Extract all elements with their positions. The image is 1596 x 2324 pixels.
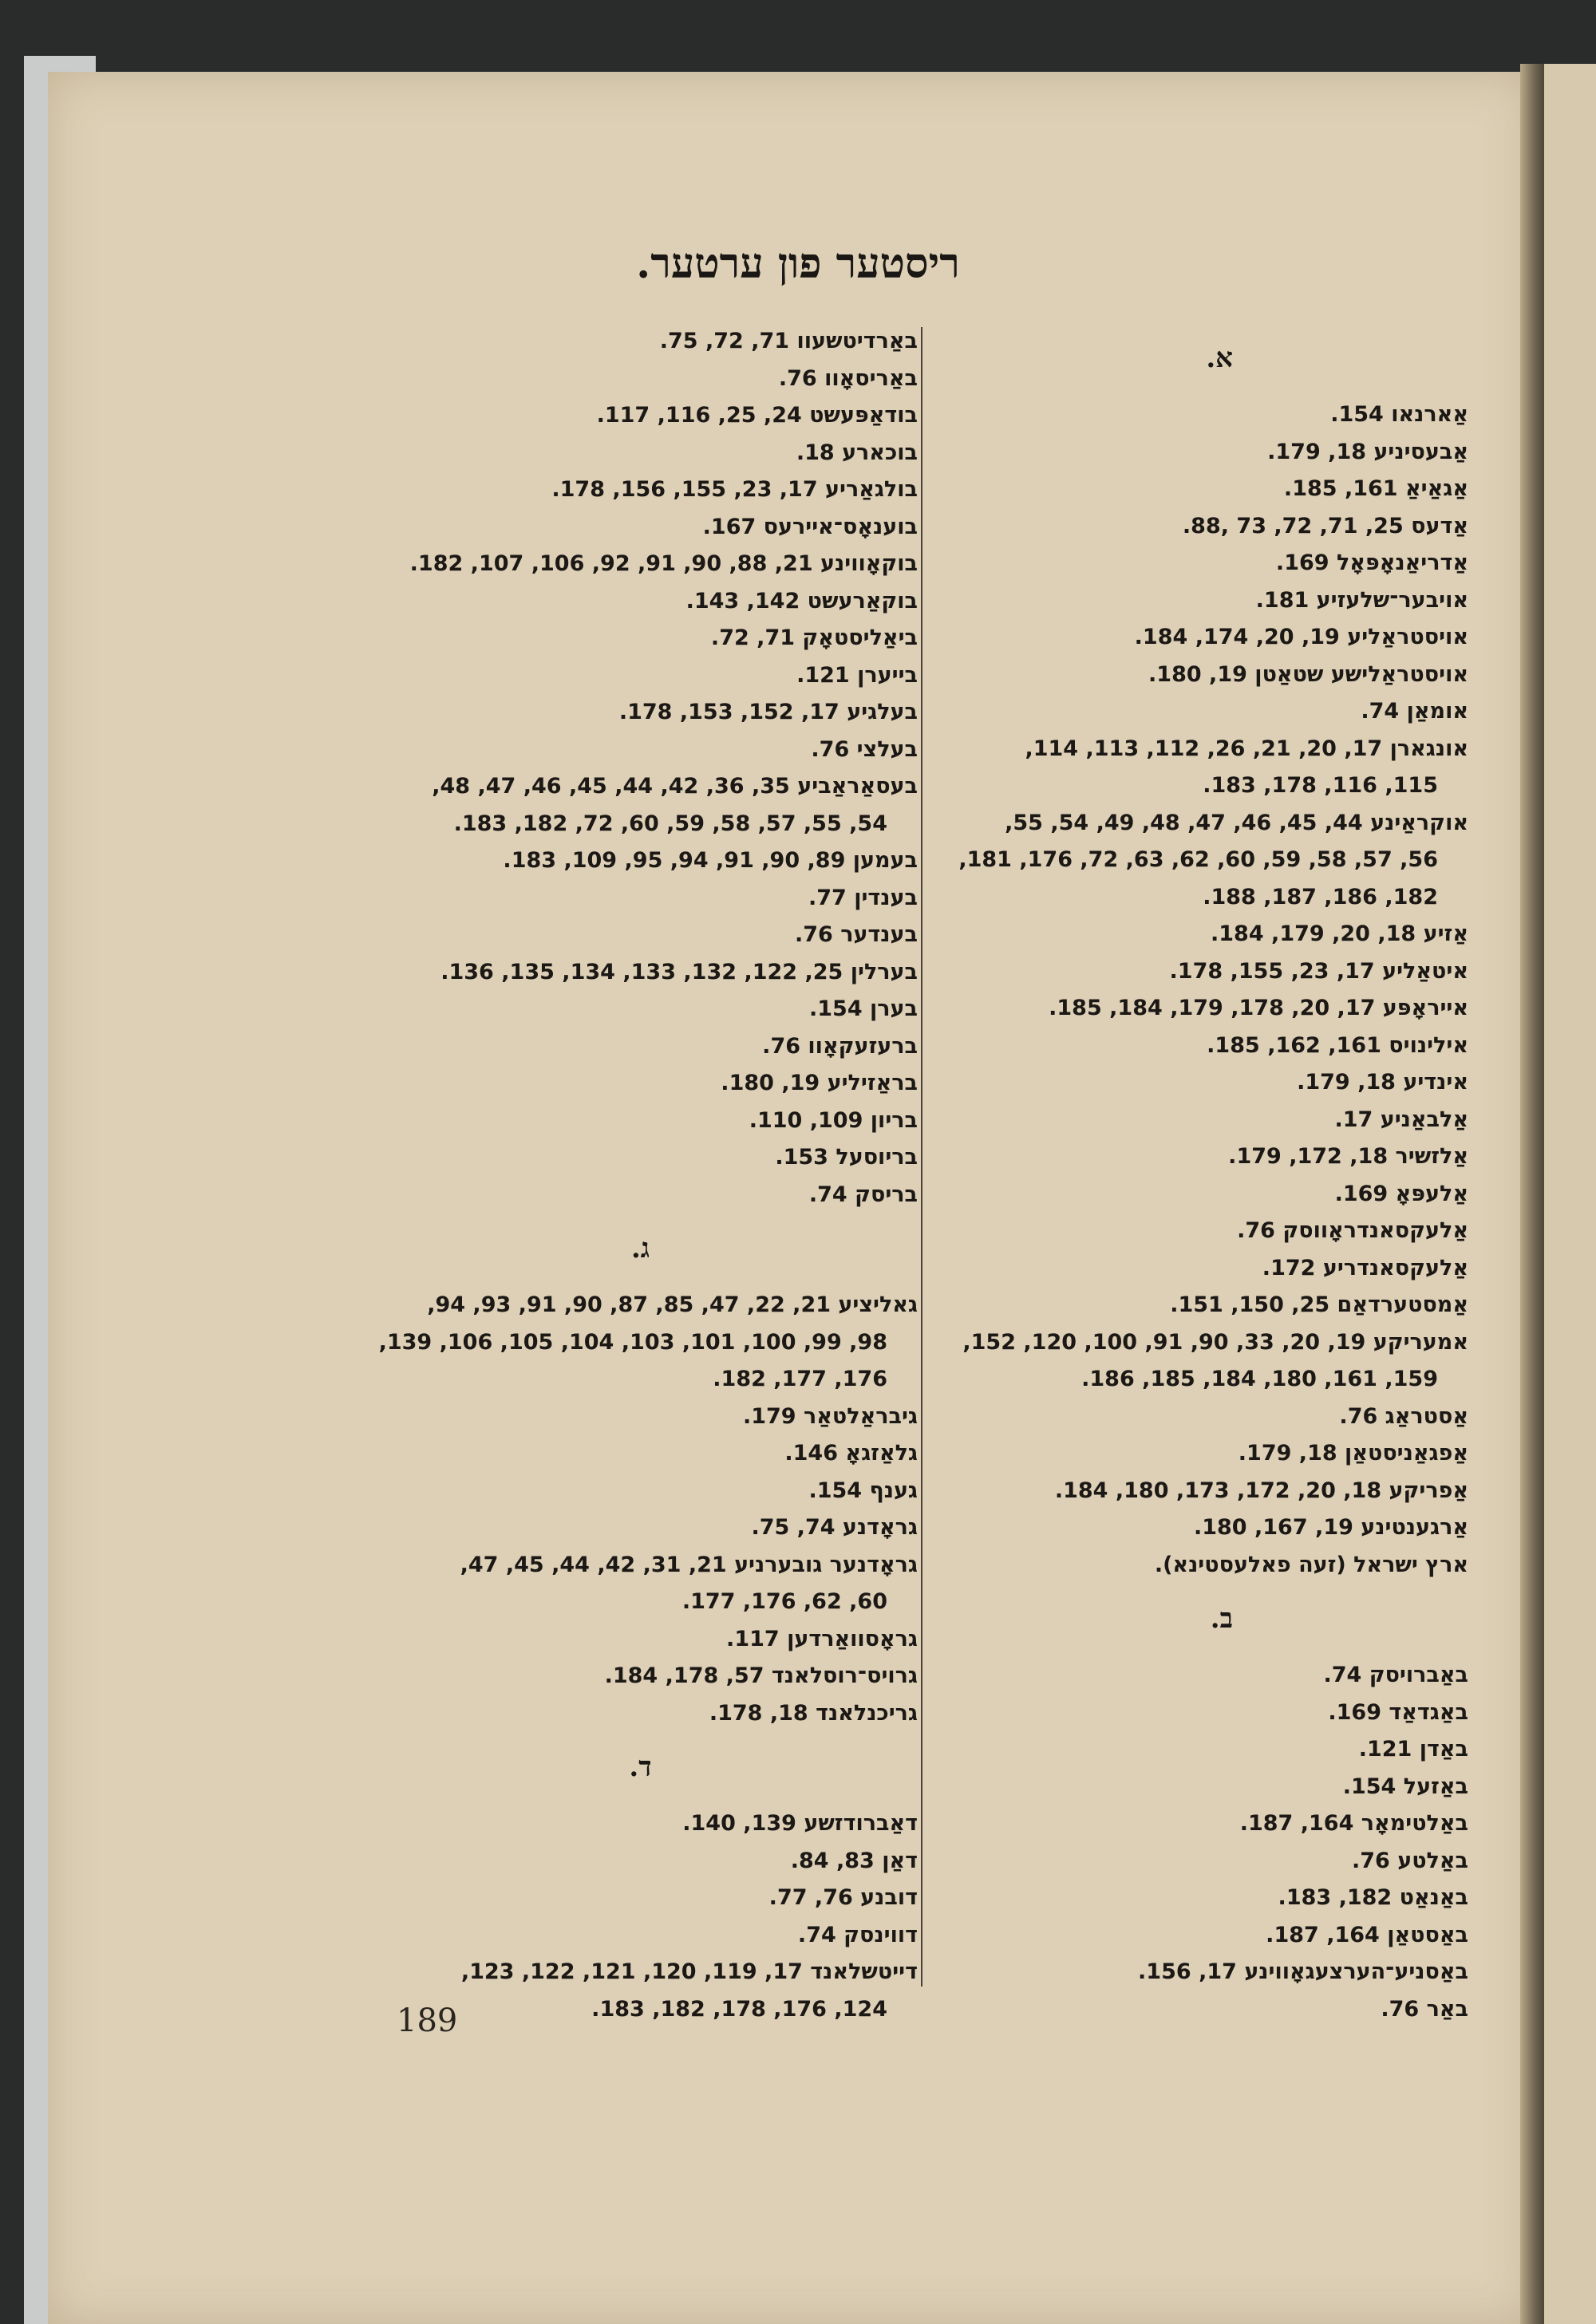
index-entry: גלאַזגאָ 146. [784,1441,918,1466]
index-entry: בייערן 121. [796,662,918,688]
index-entry: אוקראַינע 44, 45, 46, 47, 48, 49, 54, 55, [1005,810,1468,835]
index-entry: באַדן 121. [1358,1737,1468,1762]
section-letter: ג. [630,1233,650,1265]
index-entry-continuation: 115, 116, 178, 183. [1203,773,1438,798]
index-entry: בערלין 25, 122, 132, 133, 134, 135, 136. [440,959,918,984]
index-entry: אַזיע 18, 20, 179, 184. [1211,921,1468,946]
index-entry: ארץ ישראל (זעה פאלעסטינא). [1154,1552,1468,1577]
index-entry: איטאַליע 17, 23, 155, 178. [1169,958,1468,984]
index-entry: אילינויס 161, 162, 185. [1207,1032,1468,1058]
book-gutter [1520,64,1546,2324]
index-entry: בוכארע 18. [796,440,918,465]
index-entry: אויבער־שלעזיע 181. [1255,587,1468,613]
index-entry-continuation: 124, 176, 178, 182, 183. [591,1996,887,2022]
index-entry: בערן 154. [808,996,918,1021]
index-entry: אַדעס 25, 71, 72, 73 ,88. [1182,513,1468,539]
index-entry: אַפגאַניסטאַן 18, 179. [1238,1441,1468,1466]
next-page-edge [1544,64,1596,2324]
index-entry-continuation: 176, 177, 182. [713,1367,887,1391]
index-entry: בולגאַריע 17, 23, 155, 156, 178. [551,477,918,502]
index-entry: גיבראַלטאַר 179. [742,1403,918,1429]
index-entry: באַסטאַן 164, 187. [1266,1922,1468,1947]
index-entry: אייראָפּע 17, 20, 178, 179, 184, 185. [1049,996,1468,1020]
page-number: 189 [397,2002,458,2039]
index-entry-continuation: 182, 186, 187, 188. [1203,884,1438,909]
index-entry: בודאַפּעשט 24, 25, 116, 117. [596,403,918,428]
index-entry: בריון 109, 110. [749,1107,918,1133]
index-entry: בעסאַראַביע 35, 36, 42, 44, 45, 46, 47, 48, [432,774,918,799]
index-entry: אַבעסיניע 18, 179. [1267,439,1468,464]
index-entry: בראַזיליע 19, 180. [721,1071,918,1095]
index-entry: בוקאָווינע 21, 88, 90, 91, 92, 106, 107, 182. [409,551,918,576]
index-entry: אויסטראַלישע שטאַטן 19, 180. [1148,661,1468,687]
index-column-left [363,323,918,2028]
index-entry: גראָסוואַרדען 117. [726,1626,918,1651]
index-entry: אַרגענטינע 19, 167, 180. [1193,1515,1468,1540]
index-entry: באַר 76. [1381,1996,1468,2022]
index-entry: אויסטראַליע 19, 20, 174, 184. [1134,625,1468,649]
index-entry: דאַן 83, 84. [790,1848,918,1873]
index-entry: גראָדנער גובערניע 21, 31, 42, 44, 45, 47, [460,1552,918,1577]
index-entry: בענדין 77. [808,885,918,910]
index-entry: דאַברודזשע 139, 140. [682,1811,918,1836]
index-entry: אַלעקסאנדראָווסק 76. [1237,1218,1468,1243]
index-entry: בוקאַרעשט 142, 143. [685,588,918,614]
index-entry: ביאַליסטאָק 71, 72. [710,625,918,650]
index-entry: אַגאַיאַ 161, 185. [1283,476,1468,501]
index-entry-continuation: 60, 62, 176, 177. [681,1589,887,1614]
index-entry: באַזעל 154. [1342,1774,1468,1799]
index-entry-continuation: 56, 57, 58, 59, 60, 62, 63, 72, 176, 181, [958,847,1438,872]
column-divider [921,327,922,1987]
index-entry: דובנע 76, 77. [768,1885,918,1910]
index-entry: אינדיע 18, 179. [1297,1070,1468,1095]
index-entry: בעמען 89, 90, 91, 94, 95, 109, 183. [503,848,918,873]
index-entry: אונגארן 17, 20, 21, 26, 112, 113, 114, [1025,736,1468,761]
index-entry: באַגדאַד 169. [1328,1699,1468,1725]
index-entry: באַלטע 76. [1351,1848,1468,1873]
index-entry: בעלגיע 17, 152, 153, 178. [618,700,918,724]
index-entry: גרויס־רוסלאנד 57, 178, 184. [604,1663,918,1688]
index-entry: אַדריאַנאָפּאָל 169. [1275,550,1468,575]
index-column-right [926,323,1468,2028]
section-letter: ד. [629,1751,652,1783]
index-entry: אַלזשיר 18, 172, 179. [1228,1144,1468,1169]
index-entry: אַלעקסאנדריע 172. [1262,1255,1468,1280]
index-entry: דייטשלאנד 17, 119, 120, 121, 122, 123, [460,1959,918,1984]
index-entry: אמעריקע 19, 20, 33, 90, 91, 100, 120, 152, [962,1329,1468,1355]
index-entry: באַברויסק 74. [1323,1663,1468,1687]
index-entry: דווינסק 74. [797,1922,918,1947]
index-entry: בוענאָס־איירעס 167. [702,514,918,539]
index-entry: אַלבאַניע 17. [1334,1107,1468,1132]
index-entry: בריוסעל 153. [775,1145,918,1170]
index-entry: אומאַן 74. [1361,699,1468,724]
index-entry: אַמסטערדאַם 25, 150, 151. [1170,1292,1468,1317]
index-entry: גריכנלאנד 18, 178. [709,1700,918,1726]
index-entry: באַרדיטשעוו 71, 72, 75. [659,329,918,353]
index-entry: אַלעפּאָ 169. [1334,1181,1468,1206]
index-entry: באַנאַט 182, 183. [1278,1885,1468,1910]
index-entry-continuation: 159, 161, 180, 184, 185, 186. [1081,1367,1438,1391]
index-entry: בריסק 74. [808,1182,918,1207]
section-letter: ב. [1210,1603,1233,1635]
index-entry: אַפריקע 18, 20, 172, 173, 180, 184. [1054,1478,1468,1503]
index-entry: באַלטימאָר 164, 187. [1239,1811,1468,1836]
index-entry-continuation: 98, 99, 100, 101, 103, 104, 105, 106, 139, [378,1329,887,1355]
index-entry: גאליציע 21, 22, 47, 85, 87, 90, 91, 93, 94, [427,1292,918,1317]
index-entry: באַריסאָוו 76. [778,365,918,391]
index-entry: ברעזעקאָוו 76. [762,1033,918,1059]
index-entry: באַסניע־הערצעגאָווינע 17, 156. [1138,1959,1468,1984]
index-entry: בענדער 76. [794,922,918,947]
index-entry-continuation: 54, 55, 57, 58, 59, 60, 72, 182, 183. [453,811,887,836]
index-entry: בעלצי 76. [811,736,918,762]
index-entry: גראָדנע 74, 75. [751,1515,918,1540]
section-letter: א. [1206,342,1233,374]
index-entry: גענף 154. [808,1478,918,1503]
index-entry: אַארנאו 154. [1330,402,1468,427]
page-title: ריסטער פון ערטער. [636,239,960,288]
index-entry: אַסטראַג 76. [1339,1403,1468,1429]
